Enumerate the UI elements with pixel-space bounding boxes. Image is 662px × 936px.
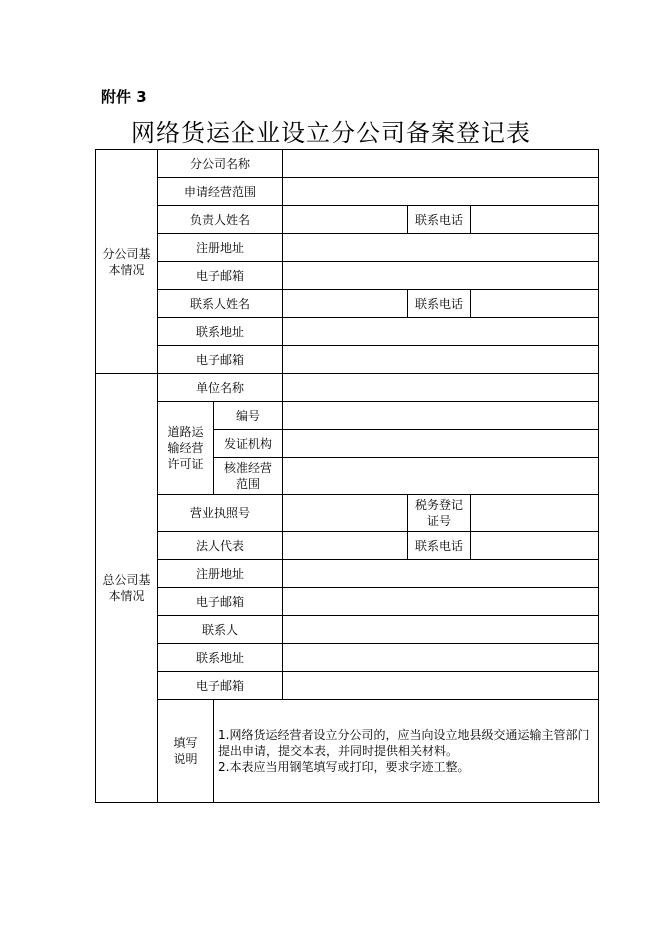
hq-license-field[interactable] — [283, 495, 408, 532]
branch-email2-label: 电子邮箱 — [158, 346, 283, 374]
branch-email1-label: 电子邮箱 — [158, 262, 283, 290]
hq-legal-rep-label: 法人代表 — [158, 532, 283, 560]
branch-scope-label: 申请经营范围 — [158, 178, 283, 206]
hq-email2-label: 电子邮箱 — [158, 672, 283, 700]
branch-contact-address-field[interactable] — [283, 318, 599, 346]
hq-contact-address-label: 联系地址 — [158, 644, 283, 672]
hq-tax-reg-field[interactable] — [471, 495, 599, 532]
notes-content — [214, 700, 599, 803]
hq-issuing-authority-field[interactable] — [283, 430, 599, 458]
branch-scope-field[interactable] — [283, 178, 599, 206]
notes-line-1: 1.网络货运经营者设立分公司的，应当向设立地县级交通运输主管部门提出申请，提交本表，并同时提供相关材料。 — [218, 728, 590, 758]
hq-tax-reg-label — [408, 495, 471, 532]
hq-approved-scope-label — [214, 458, 283, 495]
branch-name-label: 分公司名称 — [158, 150, 283, 178]
notes-label-text: 填写说明 — [173, 736, 198, 766]
branch-row-scope — [96, 178, 599, 206]
hq-row-contact — [96, 616, 599, 644]
branch-phone2-label: 联系电话 — [408, 290, 471, 318]
branch-reg-address-label: 注册地址 — [158, 234, 283, 262]
hq-permit-label — [158, 402, 214, 495]
hq-permit-number-label: 编号 — [214, 402, 283, 430]
branch-row-person — [96, 206, 599, 234]
hq-legal-rep-field[interactable] — [283, 532, 408, 560]
hq-row-permit-number — [96, 402, 599, 430]
branch-email1-field[interactable] — [283, 262, 599, 290]
hq-email1-label: 电子邮箱 — [158, 588, 283, 616]
hq-approved-scope-field[interactable] — [283, 458, 599, 495]
hq-section-label — [96, 374, 158, 803]
hq-row-legal-rep — [96, 532, 599, 560]
hq-permit-text: 道路运输经营许可证 — [167, 425, 204, 471]
hq-issuing-authority-label: 发证机构 — [214, 430, 283, 458]
branch-person-field[interactable] — [283, 206, 408, 234]
hq-row-email2 — [96, 672, 599, 700]
hq-reg-address-label: 注册地址 — [158, 560, 283, 588]
hq-unit-name-label: 单位名称 — [158, 374, 283, 402]
page-title: 网络货运企业设立分公司备案登记表 — [131, 119, 531, 147]
hq-row-unit-name — [96, 374, 599, 402]
hq-contact-field[interactable] — [283, 616, 599, 644]
branch-person-label: 负责人姓名 — [158, 206, 283, 234]
hq-email1-field[interactable] — [283, 588, 599, 616]
branch-section-label — [96, 150, 158, 374]
hq-section-text: 总公司基本情况 — [102, 573, 151, 603]
hq-phone-field[interactable] — [471, 532, 599, 560]
branch-contact-address-label: 联系地址 — [158, 318, 283, 346]
notes-row — [96, 700, 599, 803]
branch-contact-field[interactable] — [283, 290, 408, 318]
hq-unit-name-field[interactable] — [283, 374, 599, 402]
branch-row-contact — [96, 290, 599, 318]
hq-row-license — [96, 495, 599, 532]
branch-row-name — [96, 150, 599, 178]
notes-line-2: 2.本表应当用钢笔填写或打印，要求字迹工整。 — [218, 760, 470, 774]
branch-name-field[interactable] — [283, 150, 599, 178]
branch-row-reg-address — [96, 234, 599, 262]
hq-permit-number-field[interactable] — [283, 402, 599, 430]
hq-tax-reg-text: 税务登记证号 — [415, 498, 464, 528]
notes-label — [158, 700, 214, 803]
hq-row-email1 — [96, 588, 599, 616]
hq-contact-label: 联系人 — [158, 616, 283, 644]
hq-phone-label: 联系电话 — [408, 532, 471, 560]
registration-form-table — [95, 149, 599, 803]
hq-row-contact-address — [96, 644, 599, 672]
hq-row-reg-address — [96, 560, 599, 588]
hq-email2-field[interactable] — [283, 672, 599, 700]
hq-approved-scope-text: 核准经营范围 — [223, 461, 272, 491]
branch-reg-address-field[interactable] — [283, 234, 599, 262]
branch-row-email1 — [96, 262, 599, 290]
hq-license-label: 营业执照号 — [158, 495, 283, 532]
branch-row-contact-address — [96, 318, 599, 346]
attachment-label: 附件 3 — [101, 88, 147, 106]
branch-contact-label: 联系人姓名 — [158, 290, 283, 318]
branch-email2-field[interactable] — [283, 346, 599, 374]
branch-row-email2 — [96, 346, 599, 374]
hq-contact-address-field[interactable] — [283, 644, 599, 672]
branch-phone1-field[interactable] — [471, 206, 599, 234]
hq-reg-address-field[interactable] — [283, 560, 599, 588]
branch-phone2-field[interactable] — [471, 290, 599, 318]
branch-phone1-label: 联系电话 — [408, 206, 471, 234]
branch-section-text: 分公司基本情况 — [102, 246, 151, 277]
